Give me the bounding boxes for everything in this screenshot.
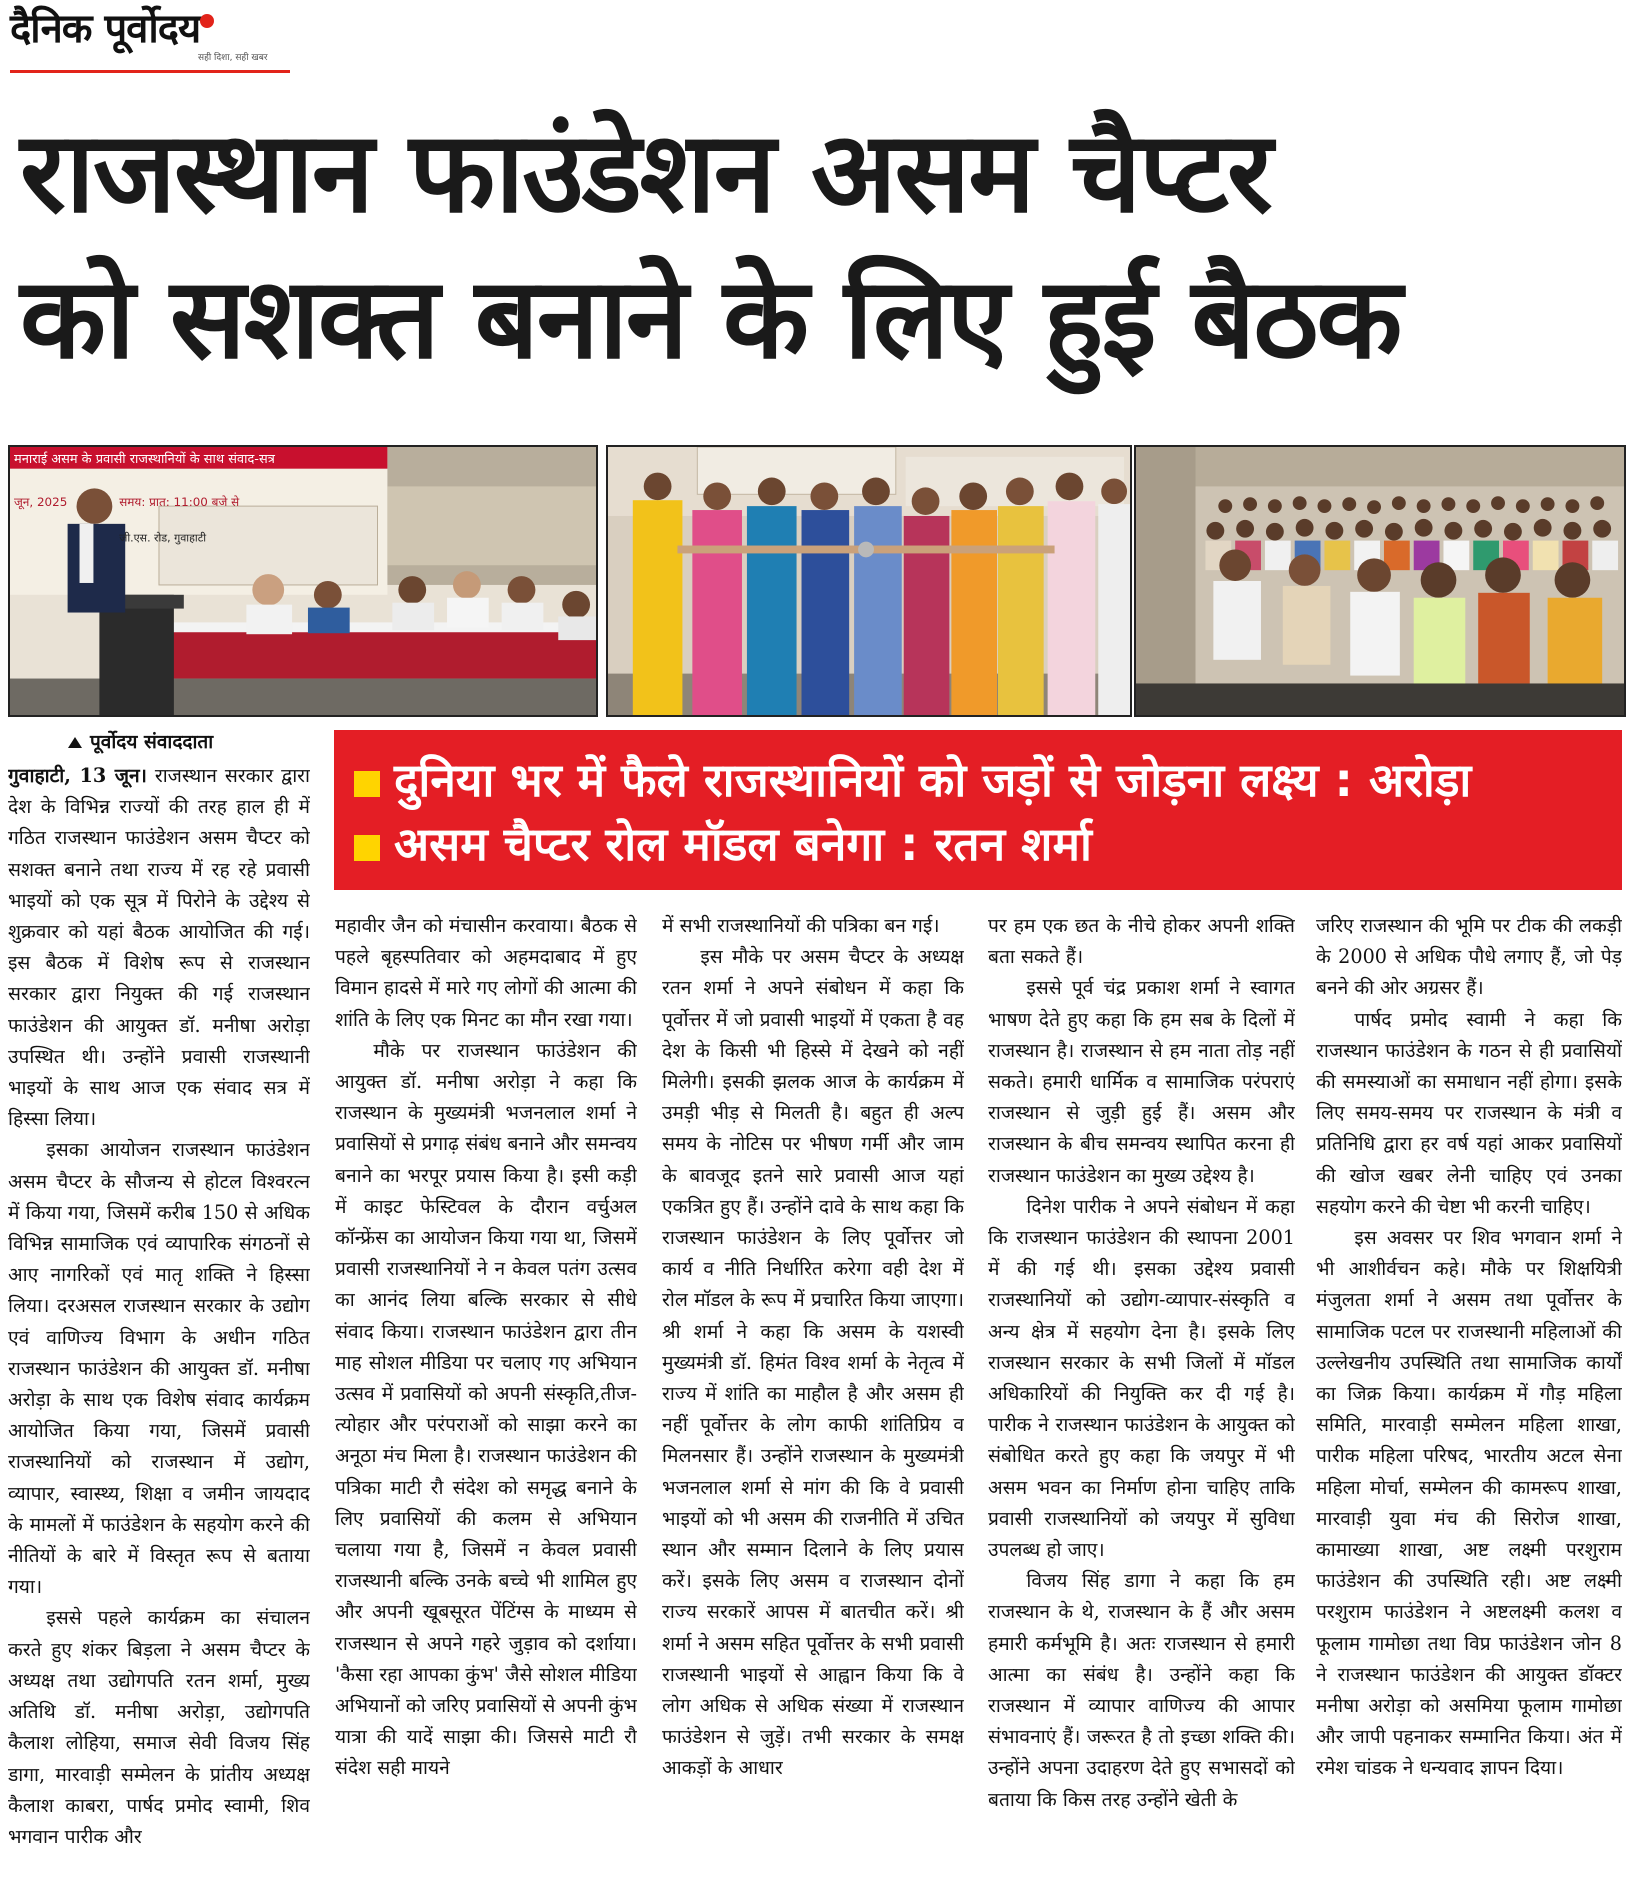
article-paragraph: इससे पहले कार्यक्रम का संचालन करते हुए शंकर बिड़ला ने असम चैप्टर के अध्यक्ष तथा उद्योगपति रतन शर्मा, मुख्य अतिथि डॉ. मनीषा अरोड़ा, उद्योगपति कैलाश लोहिया, समाज सेवी विजय सिंह डागा, मारवाड़ी सम्मेलन के प्रांतीय अध्यक्ष कैलाश काबरा, पार्षद प्रमोद स्वामी, शिव भगवान पारीक और	[8, 1606, 310, 1848]
bullet-square-icon	[354, 771, 380, 797]
article-paragraph: इस अवसर पर शिव भगवान शर्मा ने भी आशीर्वचन कहे। मौके पर शिक्षयित्री मंजुलता शर्मा ने असम तथा पूर्वोत्तर के सामाजिक पटल पर राजस्थानी महिलाओं की उल्लेखनीय उपस्थिति तथा सामाजिक कार्यों का जिक्र किया। कार्यक्रम में गौड़ महिला समिति, मारवाड़ी सम्मेलन महिला शाखा, पारीक महिला परिषद, भारतीय अटल सेना महिला मोर्चा, सम्मेलन की कामरूप शाखा, मारवाड़ी युवा मंच की सिरोज शाखा, कामाख्या शाखा, अष्ट लक्ष्मी परशुराम फाउंडेशन की उपस्थिति रही। अष्ट लक्ष्मी परशुराम फाउंडेशन ने अष्टलक्ष्मी कलश व फूलाम गामोछा तथा विप्र फाउंडेशन जोन 8 ने राजस्थान फाउंडेशन की आयुक्त डॉक्टर मनीषा अरोड़ा को असमिया फूलाम गामोछा और जापी पहनाकर सम्मानित किया। अंत में रमेश चांडक ने धन्यवाद ज्ञापन दिया।	[1316, 1226, 1622, 1780]
article-paragraph: मौके पर राजस्थान फाउंडेशन की आयुक्त डॉ. मनीषा अरोड़ा ने कहा कि राजस्थान के मुख्यमंत्री भजनलाल शर्मा ने प्रवासियों से प्रगाढ़ संबंध बनाने और समन्वय बनाने का भरपूर प्रयास किया है। इसी कड़ी में काइट फेस्टिवल के दौरान वर्चुअल कॉन्फ्रेंस का आयोजन किया गया था, जिसमें प्रवासी राजस्थानियों ने न केवल पतंग उत्सव का आनंद लिया बल्कि सरकार से सीधे संवाद किया। राजस्थान फाउंडेशन द्वारा तीन माह सोशल मीडिया पर चलाए गए अभियान उत्सव में प्रवासियों को अपनी संस्कृति,तीज-त्योहार और परंपराओं को साझा करने का अनूठा मंच मिला है। राजस्थान फाउंडेशन की पत्रिका माटी रौ संदेश को समृद्ध बनाने के लिए प्रवासियों की कलम से अभियान चलाया गया है, जिसमें न केवल प्रवासी राजस्थानी बल्कि उनके बच्चे भी शामिल हुए और अपनी खूबसूरत पेंटिंग्स के माध्यम से राजस्थान से अपने गहरे जुड़ाव को दर्शाया। 'कैसा रहा आपका कुंभ' जैसे सोशल मीडिया अभियानों को जरिए प्रवासियों से अपनी कुंभ यात्रा की यादें साझा की। जिससे माटी रौ संदेश सही मायने	[335, 1038, 637, 1780]
article-paragraph: पर हम एक छत के नीचे होकर अपनी शक्ति बता सकते हैं।	[988, 914, 1295, 969]
article-paragraph: महावीर जैन को मंचासीन करवाया। बैठक से पहले बृहस्पतिवार को अहमदाबाद में हुए विमान हादसे में मारे गए लोगों की आत्मा की शांति के लिए एक मिनट का मौन रखा गया।	[335, 914, 637, 1031]
banner-date: जून, 2025	[13, 495, 68, 510]
article-column-4	[988, 910, 1295, 1896]
dateline: गुवाहाटी, 13 जून।	[8, 764, 147, 787]
article-column-3	[662, 910, 964, 1896]
paragraph-text: राजस्थान सरकार द्वारा देश के विभिन्न राज्यों की तरह हाल ही में गठित राजस्थान फाउंडेशन असम चैप्टर को सशक्त बनाने तथा राज्य में रह रहे प्रवासी भाइयों को एक सूत्र में पिरोने के उद्देश्य से शुक्रवार को यहां बैठक आयोजित की गई। इस बैठक में विशेष रूप से राजस्थान सरकार द्वारा नियुक्त की गई राजस्थान फाउंडेशन की आयुक्त डॉ. मनीषा अरोड़ा उपस्थित थी। उन्होंने प्रवासी राजस्थानी भाइयों के साथ आज एक संवाद सत्र में हिस्सा लिया।	[8, 764, 310, 1131]
headline-line-2: को सशक्त बनाने के लिए हुई बैठक	[20, 254, 1401, 384]
article-paragraph	[8, 760, 310, 1134]
photo-speaker-at-podium	[8, 445, 598, 717]
article-column-5	[1316, 910, 1622, 1896]
deck-line-2-text: असम चैप्टर रोल मॉडल बनेगा : रतन शर्मा	[394, 817, 1092, 871]
deck-line-2	[354, 812, 1602, 876]
article-paragraph: इस मौके पर असम चैप्टर के अध्यक्ष रतन शर्मा ने अपने संबोधन में कहा कि पूर्वोत्तर में जो प्रवासी भाइयों में एकता है वह देश के किसी भी हिस्से में देखने को नहीं मिलेगी। इसकी झलक आज के कार्यक्रम में उमड़ी भीड़ से मिलती है। बहुत ही अल्प समय के नोटिस पर भीषण गर्मी और जाम के बावजूद इतने सारे प्रवासी आज यहां एकत्रित हुए हैं। उन्होंने दावे के साथ कहा कि राजस्थान फाउंडेशन के लिए पूर्वोत्तर जो कार्य व नीति निर्धारित करेगा वही देश में रोल मॉडल के रूप में प्रचारित किया जाएगा। श्री शर्मा ने कहा कि असम के यशस्वी मुख्यमंत्री डॉ. हिमंत विश्व शर्मा के नेतृत्व में राज्य में शांति का माहौल है और असम ही नहीं पूर्वोत्तर के लोग काफी शांतिप्रिय व मिलनसार हैं। उन्होंने राजस्थान के मुख्यमंत्री भजनलाल शर्मा से मांग की कि वे प्रवासी भाइयों को भी असम की राजनीति में उचित स्थान और सम्मान दिलाने के लिए प्रयास करें। इसके लिए असम व राजस्थान दोनों राज्य सरकारें आपस में बातचीत करें। श्री शर्मा ने असम सहित पूर्वोत्तर के सभी प्रवासी राजस्थानी भाइयों से आह्वान किया कि वे लोग अधिक से अधिक संख्या में राजस्थान फाउंडेशन से जुड़ें। तभी सरकार के समक्ष आकड़ों के आधार	[662, 945, 964, 1780]
brand-name: दैनिक पूर्वोदय	[10, 6, 201, 52]
banner-time: समय: प्रात: 11:00 बजे से	[119, 495, 240, 510]
banner-venue: जी.एस. रोड, गुवाहाटी	[119, 531, 207, 545]
deck-box	[334, 730, 1622, 890]
banner-title: मनाराई असम के प्रवासी राजस्थानियों के साथ संवाद-सत्र	[13, 451, 275, 467]
logo-dot-icon	[200, 14, 214, 28]
article-paragraph: इससे पूर्व चंद्र प्रकाश शर्मा ने स्वागत भाषण देते हुए कहा कि हम सब के दिलों में राजस्थान है। राजस्थान से हम नाता तोड़ नहीं सकते। हमारी धार्मिक व सामाजिक परंपराएं राजस्थान से जुड़ी हुई हैं। असम और राजस्थान के बीच समन्वय स्थापित करना ही राजस्थान फाउंडेशन का मुख्य उद्देश्य है।	[988, 976, 1295, 1187]
photo-audience	[1134, 445, 1626, 717]
newspaper-logo	[10, 6, 300, 52]
article-paragraph: पार्षद प्रमोद स्वामी ने कहा कि राजस्थान फाउंडेशन के गठन से ही प्रवासियों की समस्याओं का समाधान नहीं होगा। इसके लिए समय-समय पर राजस्थान के मंत्री व प्रतिनिधि द्वारा हर वर्ष यहां आकर प्रवासियों की खोज खबर लेनी चाहिए एवं उनका सहयोग करने की चेष्टा भी करनी चाहिए।	[1316, 1007, 1622, 1218]
headline-line-1: राजस्थान फाउंडेशन असम चैप्टर	[20, 108, 1271, 238]
byline-text: पूर्वोदय संवाददाता	[90, 731, 214, 753]
bullet-square-icon	[354, 835, 380, 861]
article-paragraph: इसका आयोजन राजस्थान फाउंडेशन असम चैप्टर के सौजन्य से होटल विश्वरत्न में किया गया, जिसमें करीब 150 से अधिक विभिन्न सामाजिक एवं व्यापारिक संगठनों से आए नागरिकों एवं मातृ शक्ति ने हिस्सा लिया। दरअसल राजस्थान सरकार के उद्योग एवं वाणिज्य विभाग के अधीन गठित राजस्थान फाउंडेशन की आयुक्त डॉ. मनीषा अरोड़ा के साथ एक विशेष संवाद कार्यक्रम आयोजित किया गया, जिसमें प्रवासी राजस्थानियों को राजस्थान में उद्योग, व्यापार, स्वास्थ्य, शिक्षा व जमीन जायदाद के मामलों में फाउंडेशन के सहयोग करने की नीतियों के बारे में विस्तृत रूप से बताया गया।	[8, 1138, 310, 1599]
photo-women-felicitation	[606, 445, 1132, 717]
article-paragraph: दिनेश पारीक ने अपने संबोधन में कहा कि राजस्थान फाउंडेशन की स्थापना 2001 में की गई थी। इसका उद्देश्य प्रवासी राजस्थानियों को उद्योग-व्यापार-संस्कृति व अन्य क्षेत्र में सहयोग देना है। इसके लिए राजस्थान सरकार के सभी जिलों में मॉडल अधिकारियों की नियुक्ति कर दी गई है। पारीक ने राजस्थान फाउंडेशन के आयुक्त को संबोधित करते हुए कहा कि जयपुर में भी असम भवन का निर्माण होना चाहिए ताकि प्रवासी राजस्थानियों को जयपुर में सुविधा उपलब्ध हो जाए।	[988, 1194, 1295, 1562]
article-paragraph: जरिए राजस्थान की भूमि पर टीक की लकड़ी के 2000 से अधिक पौधे लगाए हैं, जो पेड़ बनने की ओर अग्रसर हैं।	[1316, 914, 1622, 1000]
headline	[20, 100, 1620, 392]
masthead-tagline: सही दिशा, सही खबर	[198, 53, 268, 63]
article-paragraph: विजय सिंह डागा ने कहा कि हम राजस्थान के थे, राजस्थान के हैं और असम हमारी कर्मभूमि है। अतः राजस्थान से हमारी आत्मा का संबंध है। उन्होंने कहा कि राजस्थान में व्यापार वाणिज्य की आपार संभावनाएं हैं। जरूरत है तो इच्छा शक्ति की। उन्होंने अपना उदाहरण देते हुए सभासदों को बताया कि किस तरह उन्होंने खेती के	[988, 1569, 1295, 1811]
deck-line-1-text: दुनिया भर में फैले राजस्थानियों को जड़ों से जोड़ना लक्ष्य : अरोड़ा	[394, 753, 1472, 807]
masthead-rule	[10, 70, 290, 73]
masthead	[10, 6, 300, 74]
byline-triangle-icon	[68, 737, 82, 748]
article-column-1	[8, 760, 310, 1896]
byline	[10, 728, 320, 754]
article-paragraph: में सभी राजस्थानियों की पत्रिका बन गई।	[662, 914, 940, 937]
article-column-2	[335, 910, 637, 1896]
deck-line-1	[354, 748, 1602, 812]
